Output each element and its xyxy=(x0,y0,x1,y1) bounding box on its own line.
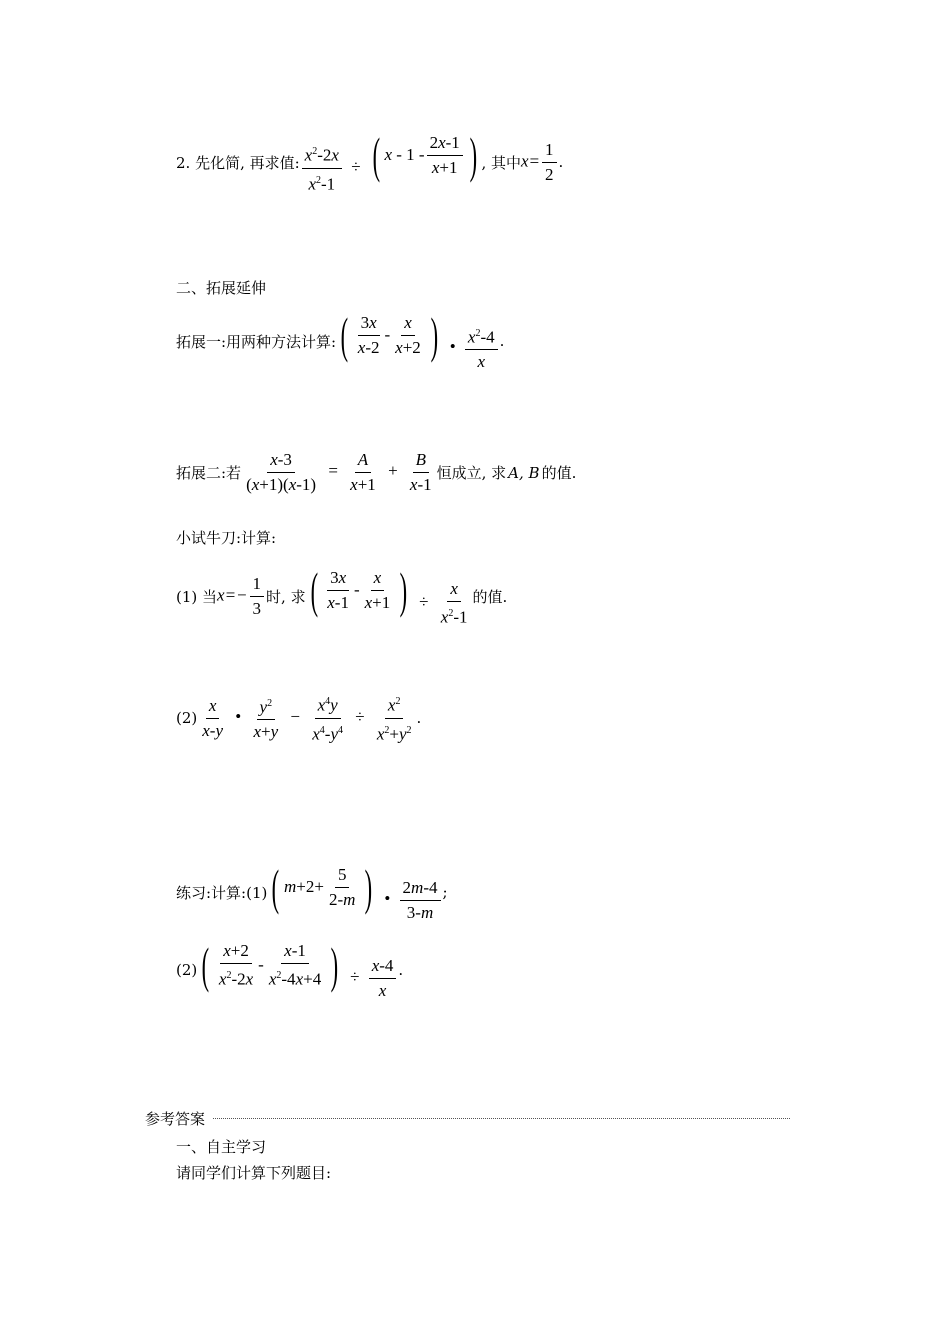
problem-2-expression: $\frac{x^2-2x}{x^2-1}$ ÷ ( x - 1 - $\frac{2x-1}{x+1}$ ) xyxy=(300,130,482,194)
practice-1 xyxy=(176,859,448,923)
answers-divider xyxy=(213,1118,790,1119)
trial-2-expression: $\frac{x}{x-y}$ • $\frac{y^2}{x+y}$ − $\frac{x^4y}{x^4-y^4}$ ÷ $\frac{x^2}{x^2+y^2}$ xyxy=(197,692,416,744)
extension-1 xyxy=(176,307,505,372)
extension-2-label: 拓展二:若 xyxy=(176,464,242,482)
practice-2 xyxy=(176,937,404,1001)
trial-2 xyxy=(176,692,421,744)
extension-2-expression: $\frac{x-3}{(x+1)(x-1)}$ = $\frac{A}{x+1}$ + $\frac{B}{x-1}$ xyxy=(246,450,432,494)
practice-2-expression: ( $\frac{x+2}{x^2-2x}$ - $\frac{x-1}{x^2-4x+4}$ ) ÷ $\frac{x-4}{x}$ xyxy=(197,940,398,1001)
practice-1-end: ; xyxy=(442,883,448,902)
trial-2-end: . xyxy=(416,709,422,728)
trial-title-text: 小试牛刀:计算: xyxy=(176,529,277,547)
answers-title xyxy=(145,1108,205,1129)
answers-section-1-text: 一、自主学习 xyxy=(176,1138,267,1156)
extension-2 xyxy=(176,450,576,495)
problem-2-condition: x= $\frac{1}{2}$ xyxy=(521,140,559,185)
trial-1-expression: ( $\frac{3x}{x-1}$ - $\frac{x}{x+1}$ ) ÷ $\frac{x}{x^2-1}$ xyxy=(310,562,468,627)
extension-1-end: . xyxy=(499,332,505,351)
extension-2-tail: 的值. xyxy=(541,464,577,482)
trial-1-mid: 时, 求 xyxy=(266,587,306,606)
problem-2-label: 2. 先化简, 再求值: xyxy=(176,153,300,172)
problem-2-end: . xyxy=(558,153,564,172)
answers-prompt-text: 请同学们计算下列题目: xyxy=(176,1164,332,1182)
extension-2-vars: A, B xyxy=(508,463,540,482)
trial-2-label: (2) xyxy=(176,709,198,728)
section-2-title-text: 二、拓展延伸 xyxy=(176,279,267,297)
section-2-title xyxy=(176,277,266,298)
practice-1-expression: ( m +2+ $\frac{5}{2-m}$ ) • $\frac{2m-4}{3-m}$ xyxy=(267,862,442,923)
problem-2 xyxy=(176,127,564,194)
problem-2-suffix: , 其中 xyxy=(481,153,521,172)
trial-1-label: (1) 当 xyxy=(176,587,218,606)
practice-2-end: . xyxy=(398,961,404,980)
extension-1-expression: ( $\frac{3x}{x-2}$ - $\frac{x}{x+2}$ ) • $\frac{x^2-4}{x}$ xyxy=(336,310,500,372)
answers-prompt xyxy=(176,1162,331,1183)
practice-2-label: (2) xyxy=(176,961,198,980)
trial-1-condition: x=− $\frac{1}{3}$ xyxy=(217,574,266,619)
answers-section-1 xyxy=(176,1136,266,1157)
answers-title-text: 参考答案 xyxy=(145,1110,206,1128)
extension-2-suffix: 恒成立, 求 xyxy=(436,464,507,482)
trial-title xyxy=(176,527,276,548)
practice-1-label: 练习:计算:(1) xyxy=(176,883,268,902)
extension-1-label: 拓展一:用两种方法计算: xyxy=(176,332,337,351)
trial-1 xyxy=(176,562,508,627)
trial-1-tail: 的值. xyxy=(472,587,508,606)
